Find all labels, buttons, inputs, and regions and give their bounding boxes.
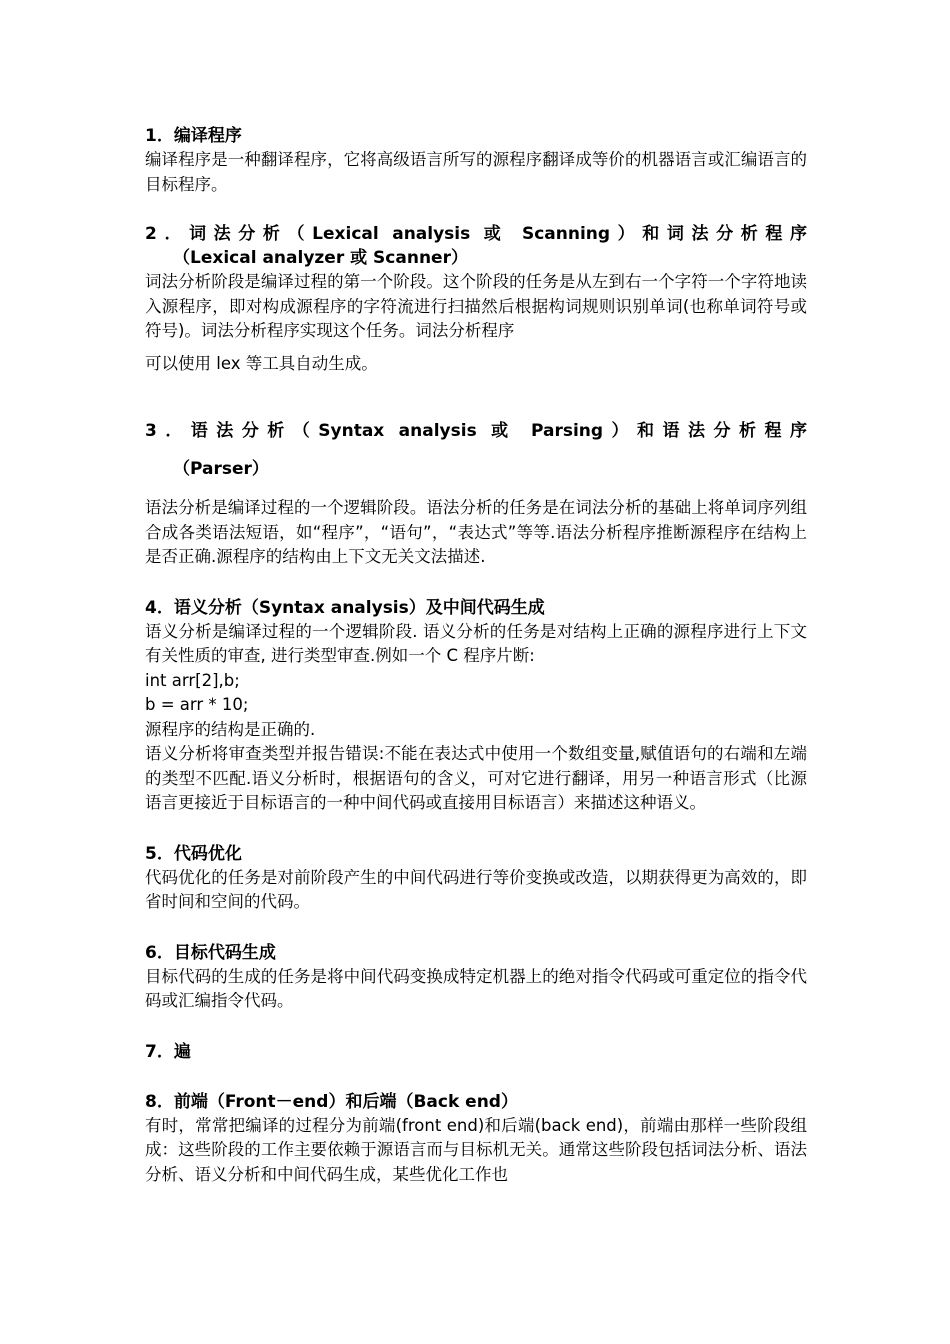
section-2-heading [145, 222, 807, 270]
section-3-heading [145, 412, 807, 488]
section-5-heading: 5．代码优化 [145, 843, 242, 864]
code-line-1: int arr[2],b; [145, 670, 240, 690]
section-4-after-1: 源程序的结构是正确的. [145, 719, 316, 739]
section-2-heading-line2: （Lexical analyzer 或 Scanner） [173, 248, 468, 268]
section-4-heading: 4．语义分析（Syntax analysis）及中间代码生成 [145, 597, 545, 618]
section-6-paragraph: 目标代码的生成的任务是将中间代码变换成特定机器上的绝对指令代码或可重定位的指令代码或汇编指令代码。 [145, 966, 807, 1010]
section-3-heading-line1: 3．语法分析（Syntax analysis 或 Parsing）和语法分析程序 [145, 421, 807, 441]
section-2-paragraph: 词法分析阶段是编译过程的第一个阶段。这个阶段的任务是从左到右一个字符一个字符地读入源程序，即对构成源程序的字符流进行扫描然后根据构词规则识别单词(也称单词符号或符号)。词法分析程序实现这个任务。词法分析程序 [145, 272, 807, 340]
section-5-paragraph: 代码优化的任务是对前阶段产生的中间代码进行等价变换或改造，以期获得更为高效的，即省时间和空间的代码。 [145, 867, 807, 911]
section-4-paragraph: 语义分析是编译过程的一个逻辑阶段. 语义分析的任务是对结构上正确的源程序进行上下文有关性质的审查, 进行类型审查.例如一个 C 程序片断: [145, 621, 807, 665]
section-2-heading-line1: 2．词法分析（Lexical analysis 或 Scanning）和词法分析程序 [145, 224, 807, 244]
section-6-heading: 6．目标代码生成 [145, 942, 276, 963]
document-page [145, 124, 807, 1187]
section-8-heading: 8．前端（Front－end）和后端（Back end） [145, 1091, 518, 1112]
section-1-paragraph: 编译程序是一种翻译程序，它将高级语言所写的源程序翻译成等价的机器语言或汇编语言的目标程序。 [145, 150, 807, 194]
section-8-paragraph: 有时，常常把编译的过程分为前端(front end)和后端(back end)，前端由那样一些阶段组成：这些阶段的工作主要依赖于源语言而与目标机无关。通常这些阶段包括词法分析、语法分析、语义分析和中间代码生成，某些优化工作也 [145, 1115, 807, 1184]
section-3-heading-line2: （Parser） [173, 459, 269, 479]
section-1-heading: 1．编译程序 [145, 126, 242, 146]
section-3-paragraph: 语法分析是编译过程的一个逻辑阶段。语法分析的任务是在词法分析的基础上将单词序列组合成各类语法短语，如“程序”，“语句”，“表达式”等等.语法分析程序推断源程序在结构上是否正确.源程序的结构由上下文无关文法描述. [145, 498, 807, 566]
section-4-after-2: 语义分析将审查类型并报告错误:不能在表达式中使用一个数组变量,赋值语句的右端和左端的类型不匹配.语义分析时，根据语句的含义，可对它进行翻译，用另一种语言形式（比源语言更接近于目标语言的一种中间代码或直接用目标语言）来描述这种语义。 [145, 744, 807, 812]
section-2-paragraph-2: 可以使用 lex 等工具自动生成。 [145, 353, 378, 373]
code-line-2: b = arr * 10; [145, 695, 249, 714]
section-7-heading: 7．遍 [145, 1041, 191, 1062]
